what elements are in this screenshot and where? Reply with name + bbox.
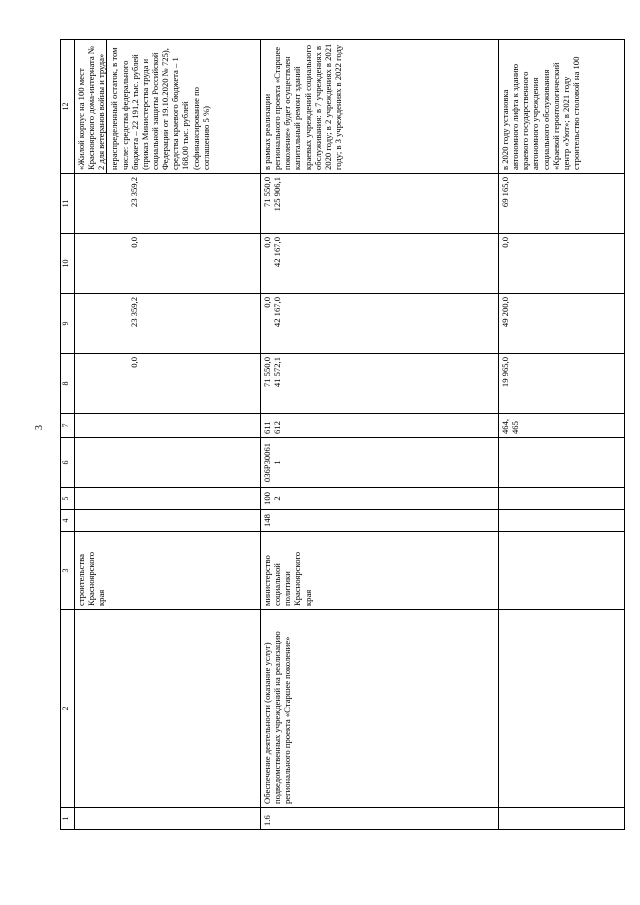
amount-value: 71 550,0 [262, 177, 272, 208]
table-row [261, 40, 499, 830]
vr-code: 612 [272, 421, 283, 434]
column-header: 1 [61, 808, 75, 830]
budget-table-sheet [60, 40, 640, 830]
note-cell [75, 40, 261, 174]
rzpr-code: 1002 [261, 488, 499, 510]
executor-cell: министерство социальной политики Красноярского края [261, 532, 499, 610]
column-header: 7 [61, 414, 75, 438]
executor-cell: строительства Красноярского края [75, 532, 261, 610]
amount-cell: 69 165,0 [499, 174, 625, 234]
note-text: нераспределенный остаток, в том числе: средства федерального бюджета – 22 191,2 тыс. рублей (приказ Министерства труда и социальной защиты Российской Федерации от 19.10.2020 № 725), средства краевого бюджета – 1 168,00 тыс. рублей (софинансирование по соглашению 5 %) [109, 47, 211, 170]
column-header: 9 [61, 294, 75, 354]
column-header: 6 [61, 438, 75, 488]
note-cell: в 2020 году установка автономного лифта к зданию краевого государственного автономного учреждения социального обслуживания «Краевой геронтологический центр «Уют»; в 2021 году строительство столовой на 100 [499, 40, 625, 174]
column-header: 10 [61, 234, 75, 294]
amount-cell: 0,0 [75, 234, 261, 294]
column-header: 3 [61, 532, 75, 610]
amount-cell: 23 359,2 [75, 294, 261, 354]
column-header: 8 [61, 354, 75, 414]
column-header: 12 [61, 40, 75, 174]
column-number-row [61, 40, 75, 830]
amount-value: 42 167,0 [272, 297, 283, 328]
vr-code: 464, 465 [499, 414, 625, 438]
column-header: 4 [61, 510, 75, 532]
amount-value: 0,0 [262, 297, 272, 308]
vr-code: 611 [262, 421, 272, 434]
table-row [75, 40, 261, 830]
amount-cell: 23 359,2 [75, 174, 261, 234]
amount-value: 71 550,0 [262, 357, 272, 388]
amount-value: 125 906,1 [272, 177, 283, 212]
item-number: 1.6 [261, 808, 499, 830]
amount-cell: 0,0 [75, 354, 261, 414]
table-row [499, 40, 625, 830]
amount-cell: 19 965,0 [499, 354, 625, 414]
note-cell: в рамках реализации регионального проекта «Старшее поколение» будет осуществлен капитальный ремонт зданий краевых учреждений социального обслуживания: в 7 учреждениях в 2020 году; в 2 учреждениях в 2021 году; в 3 учреждениях в 2022 году [261, 40, 499, 174]
amount-value: 0,0 [262, 237, 272, 248]
column-header: 11 [61, 174, 75, 234]
amount-cell: 49 200,0 [499, 294, 625, 354]
item-name: Обеспечение деятельности (оказание услуг) подведомственных учреждений на реализацию регионального проекта «Старшее поколение» [261, 610, 499, 808]
amount-value: 42 167,0 [272, 237, 283, 268]
page-number: 3 [34, 425, 45, 430]
amount-cell: 0,0 [499, 234, 625, 294]
column-header: 5 [61, 488, 75, 510]
note-text: «Жилой корпус на 100 мест Красноярского дома-интерната № 2 для ветеранов войны и труда» [76, 45, 107, 170]
column-header: 2 [61, 610, 75, 808]
budget-table [60, 39, 625, 830]
amount-value: 41 572,1 [272, 357, 283, 388]
grbs-code: 148 [261, 510, 499, 532]
csr-code: 036P300611 [261, 438, 499, 488]
